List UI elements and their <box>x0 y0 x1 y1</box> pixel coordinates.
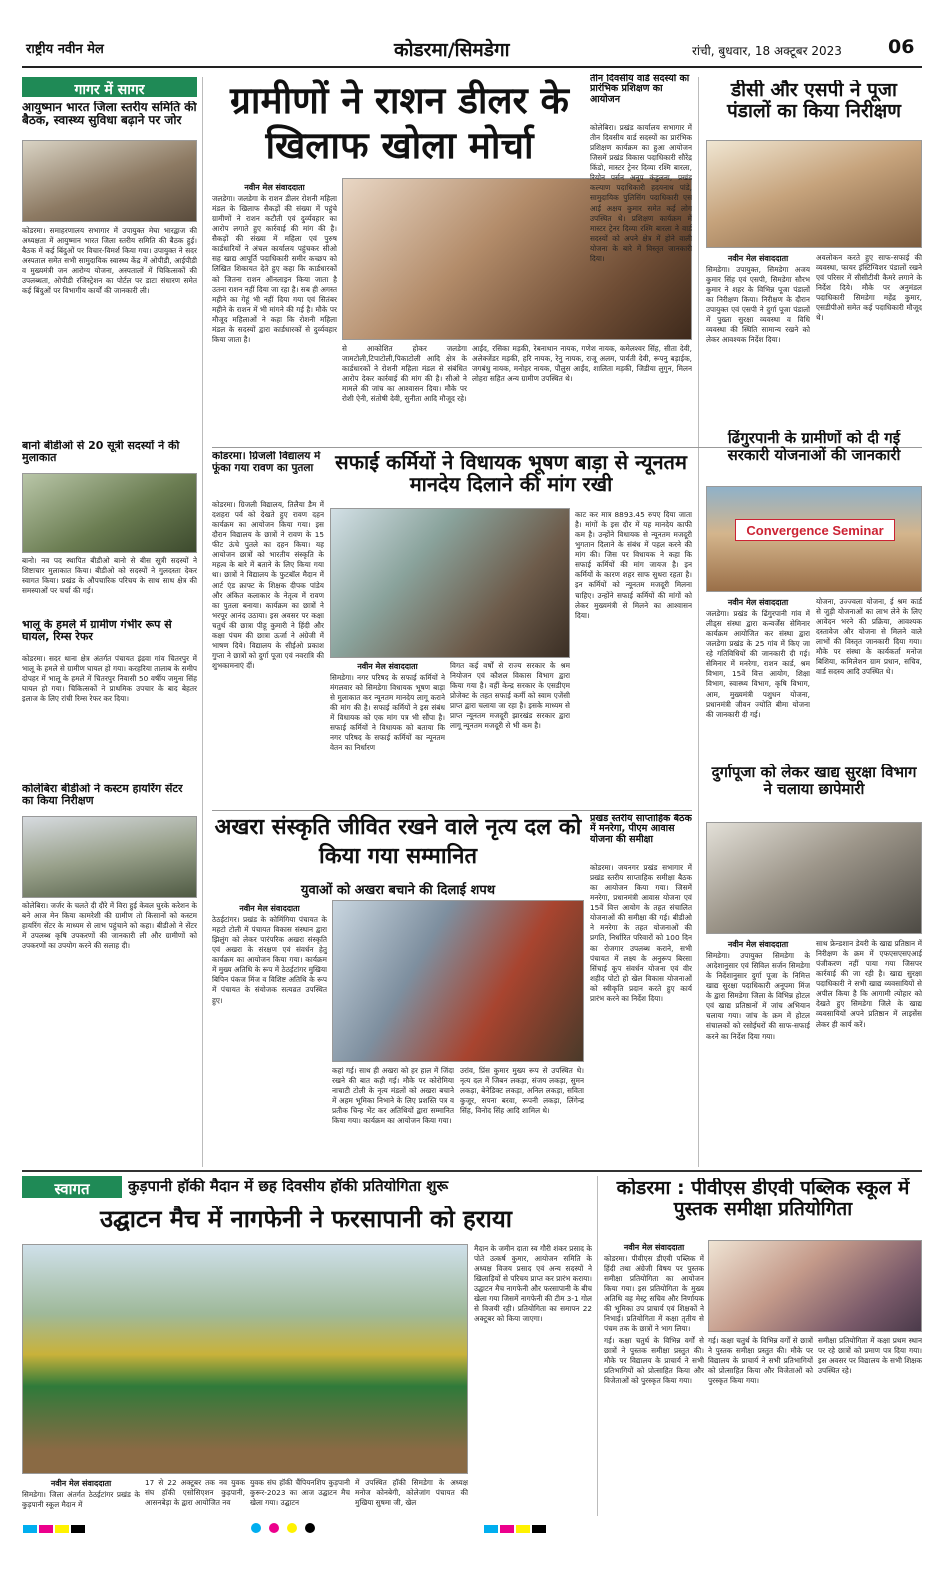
dance-troupe-honour-photo <box>332 900 584 1062</box>
column-rule <box>202 77 203 1167</box>
byline: नवीन मेल संवाददाता <box>727 940 789 949</box>
story-body: विगत कई वर्षों से राज्य सरकार के श्रम नियोजन एवं कौशल विकास विभाग द्वारा किया गया है। वहीं केन्द्र सरकार के एसडीएम प्रोजेक्ट के तहत सफाई कर्मी को स्वाम एजेंसी प्राप्त द्वारा चलाया जा रहा है। इसके माध्यम से प्राप्त न्यूनतम मजदूरी झारखंड सरकार द्वारा लागू न्यूनतम मजदूरी से भी कम है। <box>450 661 570 731</box>
section-title: कोडरमा/सिमडेगा <box>394 39 510 61</box>
meeting-photo <box>22 140 197 222</box>
sanitation-workers-photo <box>330 508 570 658</box>
lead-headline: ग्रामीणों ने राशन डीलर के खिलाफ खोला मोर्चा <box>230 79 569 168</box>
registration-bar <box>22 1518 922 1530</box>
story-headline: भालू के हमले में ग्रामीण गंभीर रूप से घायल, रिम्स रेफर <box>22 619 172 644</box>
story-headline: उद्घाटन मैच में नागफेनी ने फरसापानी को हराया <box>100 1206 512 1233</box>
story-body: सिमडेगा। उपायुक्त सिमडेगा के आदेशानुसार एवं सिविल सर्जन सिमडेगा के निर्देशानुसार दुर्गा पूजा के निमित्त खाद्य सुरक्षा पदाधिकारी अनूपमा मिंज के द्वारा सिमडेगा जिला के विभिन्न होटल एवं खाद्य प्रतिष्ठानों में जांच अभियान चलाया गया। जांच के क्रम में होटल संचालकों को रसोईघरों की साफ-सफाई करने का निर्देश दिया गया। <box>706 951 810 1041</box>
section-tag: गागर में सागर <box>22 77 197 97</box>
story-body: योजना, उज्ज्वला योजना, ई श्रम कार्ड से जुड़ी योजनाओं का लाभ लेने के लिए आवेदन भरने की प्रक्रिया, आवश्यक दस्तावेज और योजना से मिलने वाले लाभों की विस्तृत जानकारी दिया गया। मौके पर संस्था के कार्यकर्ता मनोज बिशिया, कमिलेशन ग्राम प्रधान, सचिव, वार्ड सदस्य आदि उपस्थित थे। <box>816 597 922 677</box>
story-subheadline: युवाओं को अखरा बचाने की दिलाई शपथ <box>300 883 496 898</box>
story-body: कोलेबिरा। जर्जर के चलते दी दौरे में विरा हुई केवल घुरके करेशन के बने आज मेन किया कामरेशी की ग्रामीण तो किसानों को कस्टम हायरिंग सेंटर के माध्यम से लाभ पहुंचाने को कहा। बीडीओ ने सेंटर में उपलब्ध कृषि उपकरणों की जानकारी ली और ग्रामीणों को उपकरणों का उपयोग करने की सलाह दी। <box>22 901 197 951</box>
story-body: से आकोशित होकर जलडेगा जामटोली,टिपाटोली,पिकाटोली आदि क्षेत्र के कार्डधारकों ने रोशनी महिला मंडल से संबंधित आरोप देकर कार्रवाई की मांग की है। सीओ ने मामले की जांच का आश्वासन दिया। मौके पर रोशी ऐनी, संतोषी देवी, सुनीता आदि मौजूद रहे। <box>342 344 467 404</box>
pandal-inspection-photo <box>706 140 922 248</box>
page-number: 06 <box>888 36 915 58</box>
story-body: सिमडेगा। नगर परिषद के सफाई कर्मियों ने मंगलवार को सिमडेगा विधायक भूषण बाड़ा से मुलाकात कर न्यूनतम मानदेय लागू कराने की मांग की है। सफाई कर्मियों ने इस संबंध में विधायक को एक मांग पत्र भी सौंपा है। सफाई कर्मियों ने विधायक को बताया कि नगर परिषद के सफाई कर्मियों का न्यूनतम वेतन का निर्धारण <box>330 673 445 753</box>
story-body: मैदान के जमीन दाता स्व गौरी शंकर प्रसाद के पोते उत्कर्ष कुमार, आयोजन समिति के अध्यक्ष विजय प्रसाद एवं अन्य सदस्यों ने खिलाड़ियों से परिचय प्राप्त कर प्रारंभ कराया। उद्घाटन मैच नागफेनी और फरसापानी के बीच खेला गया जिसमें नागफेनी की टीम 3-1 गोल से विजयी रही। प्रतियोगिता का समापन 22 अक्टूबर को किया जाएगा। <box>474 1244 592 1324</box>
story-body: आईंद, रसिका मड़की, रेबनाथान नायक, गणेश नायक, कमेलश्वर सिंह, सीता देवी, अलेक्जेंडर मड़की, हरि नायक, रेनु नायक, राजू अलम, पार्वती देवी, रूपनु बड़ाईक, जगबंधु नायक, मनोहर नायक, पौलुस आईंद, शालिता मड़की, जिडीया लुगुन, मिलन लोहरा सहित अन्य ग्रामीण उपस्थित थे। <box>472 344 692 384</box>
story-body: गई। कक्षा चतुर्थ के विभिन्न वर्गों से छात्रों ने पुस्तक समीक्षा प्रस्तुत की। मौके पर विद्यालय के प्राचार्य ने सभी प्रतिभागियों को प्रोत्साहित किया और विजेताओं को पुरस्कृत किया गया। <box>604 1336 704 1386</box>
story-body: अवलोकन करते हुए साफ-सफाई की व्यवस्था, फायर इंस्टिंग्विशर पंडालों रखने एवं परिसर में सीसीटीवी कैमरे लगाने के निर्देश दिये। मौके पर अनुमंडल पदाधिकारी सिमडेगा महेंद्र कुमार, एसडीपीओ समेत कई पदाधिकारी मौजूद थे। <box>816 253 922 323</box>
story-headline: अखरा संस्कृति जीवित रखने वाले नृत्य दल को किया गया सम्मानित <box>214 815 582 869</box>
story-body: कोडरमा। पीवीएस डीएवी पब्लिक में हिंदी तथा अंग्रेजी विषय पर पुस्तक समीक्षा प्रतियोगिता का आयोजन किया गया। इस प्रतियोगिता के मुख्य अतिथि वह मेस्ट्र सचिव और निर्णायक की भूमिका उप प्राचार्य एवं शिक्षकों ने निभाई। प्रतियोगिता में कक्षा तृतीय से पंचम तक के छात्रों ने भाग लिया। <box>604 1254 704 1334</box>
food-safety-raid-photo <box>706 822 922 934</box>
byline: नवीन मेल संवाददाता <box>623 1243 685 1252</box>
byline: नवीन मेल संवाददाता <box>727 598 789 607</box>
story-headline: सफाई कर्मियों ने विधायक भूषण बाड़ा से न्यूनतम मानदेय दिलाने की मांग रखी <box>335 451 687 496</box>
story-kicker: कुड़पानी हॉकी मैदान में छह दिवसीय हॉकी प्रतियोगिता शुरू <box>128 1178 449 1195</box>
story-body: में उपस्थित हॉकी सिमडेगा के अध्यक्ष मनोज कोनबेगी, कोलेजांग पंचायत की मुखिया सुषमा जी, खेल <box>355 1478 468 1508</box>
story-body: जलडेगा। जलडेगा के राशन डीलर रोशनी महिला मंडल के खिलाफ सैकड़ों की संख्या में पहुंचे ग्रामीणों ने राशन कटौती एवं दुर्व्यवहार का आरोप लगाते हुए कार्रवाई की मांग की है। सैकड़ों की संख्या में महिला एवं पुरुष कार्डधारियों ने अंचल कार्यालय पहुंचकर सीओ सह खाद्य आपूर्ति पदाधिकारी समीर कच्छप को लिखित शिकायत देते हुए कहा कि कार्डधारकों को जितना राशन ऑनलाइन किया जाता है उतना राशन नहीं दिया जा रहा है। सब ही अगस्त महीने का गेहूं भी नहीं दिया गया एवं सितंबर महीने के राशन में भी मांगने की गई है। मौके पर मौजूद महिलाओं ने कहा कि रोशनी महिला मंडल के सदस्यों द्वारा कार्डधारकों से दुर्व्यवहार किया जाता है। <box>212 194 337 344</box>
story-headline: प्रखंड स्तरीय साप्ताहिक बैठक में मनरेगा, पीएम आवास योजना की समीक्षा <box>590 814 692 845</box>
story-body: काट कर मात्र 8893.45 रुपए दिया जाता है। मांगों के इस दौर में यह मानदेय काफी कम है। उन्होंने विधायक से न्यूनतम मजदूरी भुगतान दिलाने के संबंध में पहल करने की मांग की। जिस पर विधायक ने कहा कि सफाई कर्मियों की मांग जायज है। इन कर्मियों के कारण शहर साफ सुथरा रहता है। इन कर्मियों को न्यूनतम मजदूरी मिलना चाहिए। उन्होंने सफाई कर्मियों की मांगों को लेकर मुख्यमंत्री से मिलने का आश्वासन दिया। <box>575 510 692 620</box>
byline: नवीन मेल संवाददाता <box>50 1479 112 1488</box>
story-body: युवक संघ हॉकी चैंपियनशिप कुड़पानी कुरूर-2023 का आज उद्घाटन मैच खेला गया। उद्घाटन <box>250 1478 350 1508</box>
story-headline: बानो बीडीओ से 20 सूत्री सदस्यों ने की मुलाकात <box>22 440 180 465</box>
story-body: सिमडेगा। जिला अंतर्गत ठेठईटांगर प्रखंड के कुड़पानी स्कूल मैदान में <box>22 1490 140 1510</box>
column-rule <box>698 77 699 1167</box>
book-review-photo <box>708 1240 922 1332</box>
masthead <box>22 34 922 68</box>
inspection-photo <box>22 816 197 898</box>
story-headline: कोडरमा। ग्रिजली विद्यालय में फूंका गया रावण का पुतला <box>212 451 321 474</box>
story-headline: तीन दिवसीय वार्ड सदस्यों का प्रारंभिक प्रशिक्षण का आयोजन <box>590 74 690 105</box>
hockey-teams-photo <box>22 1244 468 1474</box>
byline: नवीन मेल संवाददाता <box>244 183 305 192</box>
story-body: कोडरमा। समाहरणालय सभागार में उपायुक्त मेघा भारद्वाज की अध्यक्षता में आयुष्मान भारत जिला स्तरीय समिति की बैठक हुई। बैठक में कई बिंदुओं पर विचार-विमर्श किया गया। उपायुक्त ने सदर अस्पताल समेत सभी सामुदायिक स्वास्थ्य केंद्र में ओपीडी, आईपीडी व मुख्यमंत्री जन आरोग्य योजना, अस्पतालों में चिकित्सकों की उपलब्धता, ओपीडी रजिस्ट्रेशन का पोर्टल पर डाटा संधारण समेत कई बिंदुओं पर विभागीय कार्यों की जानकारी ली। <box>22 226 197 296</box>
seminar-photo <box>706 486 922 592</box>
byline: नवीन मेल संवाददाता <box>727 254 789 263</box>
story-headline: ढिंगुरपानी के ग्रामीणों को दी गई सरकारी योजनाओं की जानकारी <box>727 430 901 464</box>
newspaper-brand: राष्ट्रीय नवीन मेल <box>26 42 104 57</box>
story-headline: डीसी और एसपी ने पूजा पंडालों का किया निरीक्षण <box>726 80 901 122</box>
story-headline: कोडरमा : पीवीएस डीएवी पब्लिक स्कूल में पुस्तक समीक्षा प्रतियोगिता <box>616 1178 910 1220</box>
row-rule <box>212 810 692 811</box>
story-body: कोडरमा। ग्रिजली विद्यालय, तिलैया डैम में दशहरा पर्व को देखते हुए रावण दहन कार्यक्रम का आयोजन किया गया। इस दौरान विद्यालय के छात्रों ने रावण के 15 फीट ऊंचे पुतले का दहन किया। यह आयोजन छात्रों को भारतीय संस्कृति के महत्व के बारे में बताने के लिए किया गया था। छात्रों ने विद्यालय के फुटबॉल मैदान में आर्ट एंड क्राफ्ट के शिक्षक दीपक पांडेय और अंकित कलाकार के नेतृत्व में रावण का पुतला बनाया। कार्यक्रम का छात्रों ने भरपूर आनंद उठाया। इस अवसर पर कक्षा चतुर्थ की छात्रा पीहू कुमारी ने हिंदी और कक्षा पंचम की छात्रा ऊर्जा ने अंग्रेजी में भाषण दिये। विद्यालय के सीईओ प्रकाश गुप्ता ने छात्रों को दुर्गा पूजा एवं नवरात्रि की शुभकामनाएं दीं। <box>212 500 324 670</box>
story-body: जलडेगा। प्रखंड के ढिंगुरपानी गांव में लीड्स संस्था द्वारा कन्वर्जेंस सेमिनार कार्यक्रम आयोजित कर संस्था द्वारा जलडेगा प्रखंड के 25 गांव में किए जा रहे गतिविधियों की जानकारी दी गई। सेमिनार में मनरेगा, राशन कार्ड, श्रम विभाग, 15वें वित्त आयोग, शिक्षा विभाग, स्वास्थ्य विभाग, कृषि विभाग, आम, मुख्यमंत्री पशुधन योजना, प्रधानमंत्री जीवन ज्योति बीमा योजना की जानकारी दी गई। <box>706 609 810 719</box>
story-body: कोडरमा। सदर थाना क्षेत्र अंतर्गत पंचायत इंद्रवा गांव चितरपुर में भालू के हमले से ग्रामीण घायल हो गया। करहरिया तालाब के समीप दोपहर में भालू के हमले में चितरपुर निवासी 50 वर्षीय जमुना सिंह घायल हो गया। चिकित्सकों ने प्राथमिक उपचार के बाद बेहतर इलाज के लिए रांची रिम्स रेफर कर दिया। <box>22 654 197 704</box>
story-body: गई। कक्षा चतुर्थ के विभिन्न वर्गों से छात्रों ने पुस्तक समीक्षा प्रस्तुत की। मौके पर विद्यालय के प्राचार्य ने सभी प्रतिभागियों को प्रोत्साहित किया और विजेताओं को पुरस्कृत किया गया। <box>708 1336 813 1386</box>
story-headline: आयुष्मान भारत जिला स्तरीय समिति की बैठक, स्वास्थ्य सुविधा बढ़ाने पर जोर <box>22 101 197 128</box>
byline: नवीन मेल संवाददाता <box>357 662 418 671</box>
story-headline: कोलेबिरा बीडीओ ने कस्टम हायरिंग सेंटर का किया निरीक्षण <box>22 783 183 808</box>
column-rule <box>597 1176 598 1516</box>
bdo-meeting-photo <box>22 473 197 553</box>
byline: नवीन मेल संवाददाता <box>239 904 300 913</box>
story-body: बानो। नव पद स्थापित बीडीओ बानो से बीस सूत्री सदस्यों ने शिष्टाचार मुलाकात किया। बीडीओ को सदस्यों ने गुलदस्ता देकर स्वागत किया। प्रखंड के औपचारिक परिचय के साथ साथ क्षेत्र की समस्याओं पर चर्चा की गई। <box>22 556 197 596</box>
section-tag: स्वागत <box>22 1176 122 1198</box>
story-body: साथ फ्रेन्डशान डेयरी के खाद्य प्रतिष्ठान में निरीक्षण के क्रम में एफएसएसएआई पंजीकरण नहीं पाया गया जिसपर कार्रवाई की जा रही है। खाद्य सुरक्षा पदाधिकारी ने सभी खाद्य व्यवसायियों से अपील किया है कि आगामी त्योहार को देखते हुए सिमडेगा जिले के खाद्य व्यवसायियों अपने प्रतिष्ठान में लाइसेंस लेकर ही कार्य करें। <box>816 939 922 1029</box>
story-body: कोलेबिरा। प्रखंड कार्यालय सभागार में तीन दिवसीय वार्ड सदस्यों का प्रारंभिक प्रशिक्षण कार्यक्रम का हुआ आयोजन जिसमें प्रखंड विकास पदाधिकारी सौरेंद्र किंडो, मास्टर ट्रेनर दिव्या रश्मि बारला, रियोन पर्सन अनूप कंडुलना, प्रखंड कल्याण पदाधिकारी हदयनाथ पांडे, सामुदायिक पुलिसिंग पदाधिकारी एस आई अक्षय कुमार समेत कई लोग उपस्थित थे। प्रशिक्षण कार्यक्रम में मास्टर ट्रेनर दिव्या रश्मि बारला ने वार्ड सदस्यों को अपने क्षेत्र में होने वाली योजना के बारे में विस्तृत जानकारी दिया। <box>590 123 692 263</box>
seminar-banner: Convergence Seminar <box>735 519 895 541</box>
row-rule <box>22 1170 922 1172</box>
story-body: ठेठईटांगर। प्रखंड के कोमिंगिया पंचायत के महटो टोली में पंचायत विकास संस्थान द्वारा झिलुंग को लेकर पारंपरिक अखरा संस्कृति एवं अखरा के संरक्षण एवं संवर्धन हेतु कार्यक्रम का आयोजन किया गया। कार्यक्रम में मुख्य अतिथि के रूप में ठेठईटांगर मुखिया बिपिन पंकज मिंज व विशिष्ट अतिथि के रूप में पंचायत के संयोजक सत्यव्रत उपस्थित हुए। <box>212 915 327 1005</box>
spacer <box>212 435 324 436</box>
dateline: रांची, बुधवार, 18 अक्टूबर 2023 <box>692 44 842 58</box>
story-body: उरांव, प्रिंस कुमार मुख्य रूप से उपस्थित थे। नृत्य दल में जिबन लकड़ा, संजय लकड़ा, सुमन लकड़ा, बेनेडिक्ट लकड़ा, अनिल लकड़ा, सविता कुजूर, सपना बरवा, रूपनी लकड़ा, लिंगेन्द्र सिंह, विनोद सिंह आदि शामिल थे। <box>460 1066 584 1116</box>
story-body: सिमडेगा। उपायुक्त, सिमडेगा अजय कुमार सिंह एवं एसपी, सिमडेगा सौरभ कुमार ने शहर के विभिन्न पूजा पंडालों का निरीक्षण किया। निरीक्षण के दौरान उपायुक्त एवं एसपी ने दुर्गा पूजा पंडालों में पुख्ता सुरक्षा व्यवस्था व विधि व्यवस्था की स्थिति सामान्य रखने को लेकर आवश्यक निर्देश दिया। <box>706 265 810 345</box>
story-body: समीक्षा प्रतियोगिता में कक्षा प्रथम स्थान पर रहे छात्रों को प्रमाण पत्र दिया गया। इस अवसर पर विद्यालय के सभी शिक्षक उपस्थित रहे। <box>818 1336 922 1376</box>
story-body: कोडरमा। जयनगर प्रखंड सभागार में प्रखंड स्तरीय साप्ताहिक समीक्षा बैठक का आयोजन किया गया। जिसमें मनरेगा, प्रधानमंत्री आवास योजना एवं 15वें वित्त आयोग के तहत संचालित योजनाओं की समीक्षा की गई। बीडीओ ने मनरेगा के तहत योजनाओं की प्रगति, निर्धारित परिवारों को 100 दिन का रोजगार उपलब्ध कराने, सभी पंचायत में लक्ष्य के अनुरूप बिरसा सिंचाई कूप संवर्धन योजना एवं वीर शहीद पोटो हो खेल विकास योजनाओं को स्वीकृति प्रदान करते हुए कार्य प्रारंभ करने का निर्देश दिया। <box>590 863 692 1003</box>
story-headline: दुर्गापूजा को लेकर खाद्य सुरक्षा विभाग ने चलाया छापेमारी <box>711 764 917 798</box>
story-body: कहां गई। साथ ही अखरा को हर हाल में जिंदा रखने की बात कही गई। मौके पर कोरोमिया नाचाटी टोली के नृत्य मंडलों को अखरा बचाने में अहम भूमिका निभाने के लिए प्रशस्ति पत्र व प्रतीक चिन्ह भेंट कर अतिथियों द्वारा सम्मानित किया गया। कार्यक्रम का आयोजन किया गया। <box>332 1066 454 1126</box>
story-body: 17 से 22 अक्टूबर तक नव युवक संघ हॉकी एसोसिएशन कुड़पानी, आसनबेड़ा के द्वारा आयोजित नव <box>145 1478 245 1508</box>
